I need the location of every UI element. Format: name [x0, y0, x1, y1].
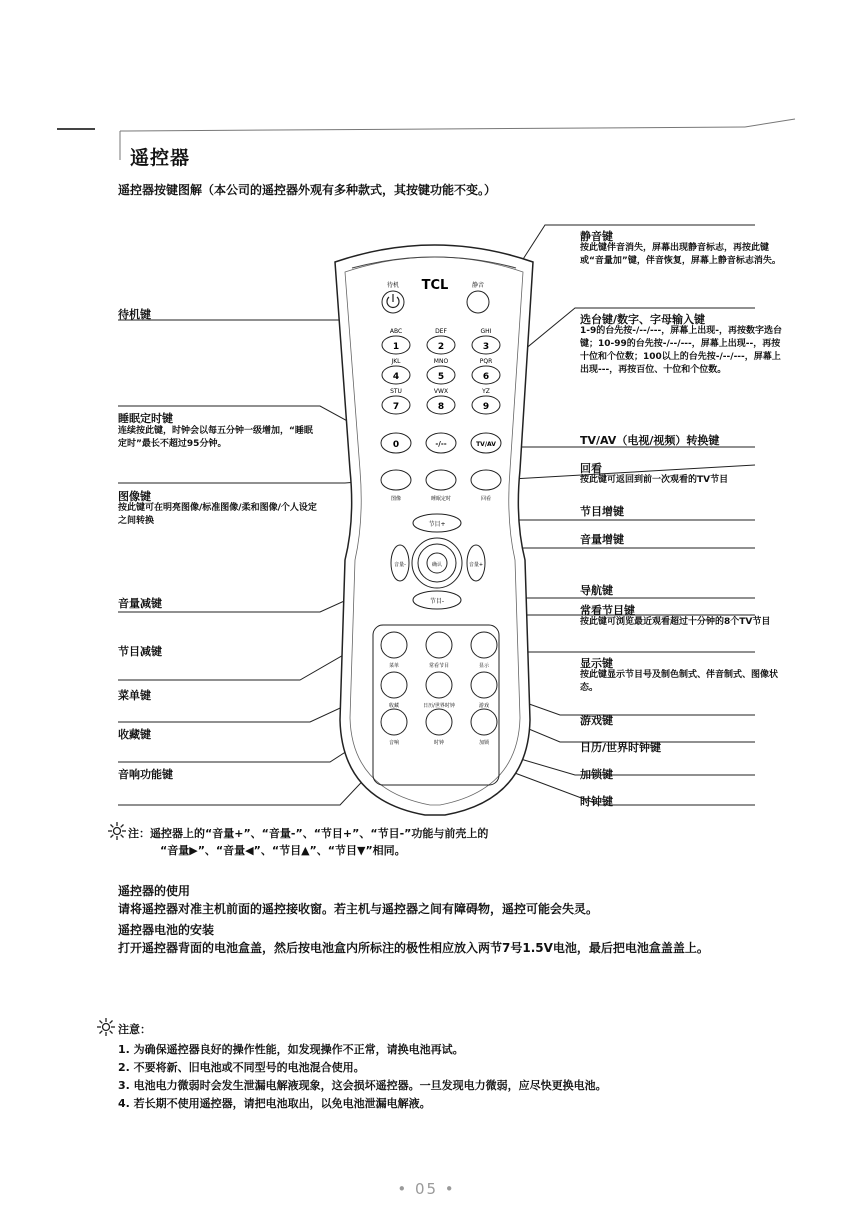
picture-key — [381, 470, 411, 490]
function-key — [381, 632, 407, 658]
label-game: 游戏键 — [580, 714, 613, 727]
label-prog-up: 节目增键 — [580, 505, 624, 518]
zero-text: 0 — [392, 440, 400, 450]
usage-heading: 遥控器的使用 — [118, 884, 191, 898]
key-letters: DEF — [435, 328, 447, 335]
battery-heading: 遥控器电池的安装 — [118, 923, 215, 937]
caution-item: 1. 为确保遥控器良好的操作性能，如发现操作不正常，请换电池再试。 — [118, 1043, 464, 1056]
key-digit: 2 — [437, 342, 445, 352]
label-display-desc: 按此键显示节目号及制色制式、伴音制式、图像状态。 — [580, 670, 779, 693]
label-display-title: 显示键 — [580, 657, 613, 670]
label-sound: 音响功能键 — [118, 768, 173, 781]
key-letters: GHI — [480, 328, 492, 335]
ok-text: 确认 — [431, 562, 443, 568]
label-calendar: 日历/世界时钟键 — [580, 741, 662, 754]
picture-key-label: 图像 — [390, 496, 402, 502]
function-key — [471, 672, 497, 698]
label-power: 待机键 — [118, 308, 151, 321]
page-number: • 05 • — [397, 1180, 456, 1198]
usage-body: 请将遥控器对准主机前面的遥控接收窗。若主机与遥控器之间有障碍物，遥控可能会失灵。 — [118, 902, 599, 916]
prog-up-text: 节目+ — [428, 521, 446, 528]
prog-down-text: 节目- — [429, 598, 445, 605]
note1-line2: “音量▶”、“音量◀”、“节目▲”、“节目▼”相同。 — [160, 844, 406, 857]
key-letters: ABC — [389, 328, 403, 335]
caution-heading: 注意： — [118, 1023, 151, 1036]
function-key-label: 常看节目 — [428, 663, 450, 669]
key-letters: JKL — [391, 358, 401, 365]
mute-button — [467, 291, 489, 313]
key-digit: 3 — [482, 342, 490, 352]
number-keys — [382, 328, 500, 414]
key-digit: 1 — [392, 342, 400, 352]
brand-logo: TCL — [421, 278, 449, 293]
function-key-label: 菜单 — [388, 663, 400, 669]
mute-text: 静音 — [471, 282, 485, 289]
battery-body: 打开遥控器背面的电池盒盖，然后按电池盒内所标注的极性相应放入两节7号1.5V电池，最后把电池盒盖盖上。 — [118, 941, 709, 955]
power-text: 待机 — [386, 282, 400, 289]
label-picture-desc: 按此键可在明亮图像/标准图像/柔和图像/个人设定之间转换 — [118, 503, 317, 526]
function-key — [381, 709, 407, 735]
key-digit: 5 — [437, 372, 445, 382]
key-letters: VWX — [433, 388, 449, 395]
label-sleep-title: 睡眠定时键 — [118, 412, 173, 425]
vol-up-text: 音量+ — [468, 562, 484, 568]
function-key-label: 显示 — [478, 663, 490, 669]
function-key-label: 音响 — [388, 740, 400, 746]
label-fav: 收藏键 — [118, 728, 151, 741]
function-key-label: 日历/世界时钟 — [423, 703, 455, 709]
label-recall-desc: 按此键可返回到前一次观看的TV节目 — [580, 475, 729, 485]
sun-icon — [97, 1018, 115, 1036]
key-letters: MNO — [433, 358, 449, 365]
caution-item: 4. 若长期不使用遥控器，请把电池取出，以免电池泄漏电解液。 — [118, 1097, 431, 1110]
function-key — [426, 709, 452, 735]
label-clock: 时钟键 — [580, 795, 613, 808]
label-recall-title: 回看 — [580, 462, 602, 475]
key-digit: 9 — [482, 402, 490, 412]
caution-item: 3. 电池电力微弱时会发生泄漏电解液现象，这会损坏遥控器。一旦发现电力微弱，应尽快更换电池。 — [118, 1079, 607, 1092]
label-mute-desc: 按此键伴音消失，屏幕出现静音标志，再按此键或“音量加”键，伴音恢复，屏幕上静音标志消失。 — [580, 243, 781, 266]
key-digit: 8 — [437, 402, 445, 412]
key-letters: PQR — [479, 358, 493, 365]
function-key-label: 加锁 — [478, 740, 490, 746]
label-vol-up: 音量增键 — [580, 533, 624, 546]
function-key — [471, 632, 497, 658]
label-picture-title: 图像键 — [118, 490, 151, 503]
label-nav: 导航键 — [580, 584, 613, 597]
key-digit: 7 — [392, 402, 400, 412]
label-mute-title: 静音键 — [580, 230, 613, 243]
label-channel-desc: 1-9的台先按-/--/---，屏幕上出现-，再按数字选台键；10-99的台先按-/--/---，屏幕上出现--，再按十位和个位数；100以上的台先按-/--/---，屏幕上出现---，再按百位、十位和个位数。 — [580, 326, 782, 375]
function-key — [471, 709, 497, 735]
label-sleep-desc: 连续按此键，时钟会以每五分钟一级增加，“睡眠定时”最长不超过95分钟。 — [118, 426, 313, 449]
subtitle: 遥控器按键图解（本公司的遥控器外观有多种款式，其按键功能不变。） — [118, 183, 497, 197]
recall-key-label: 回看 — [480, 496, 492, 502]
function-key — [426, 672, 452, 698]
label-prog-down: 节目减键 — [118, 645, 162, 658]
function-key-label: 时钟 — [433, 740, 445, 746]
vol-down-text: 音量- — [394, 562, 406, 568]
key-letters: YZ — [482, 388, 490, 395]
label-vol-down: 音量减键 — [118, 597, 162, 610]
label-lock: 加锁键 — [580, 768, 613, 781]
caution-item: 2. 不要将新、旧电池或不同型号的电池混合使用。 — [118, 1061, 365, 1074]
label-fav-prog-title: 常看节目键 — [580, 604, 635, 617]
function-key-label: 游戏 — [478, 703, 490, 709]
dash-text: -/-- — [435, 440, 447, 448]
label-menu: 菜单键 — [118, 689, 151, 702]
sleep-key-label: 睡眠定时 — [430, 496, 452, 502]
key-letters: STU — [390, 388, 402, 395]
label-fav-prog-desc: 按此键可浏览最近观看超过十分钟的8个TV节目 — [580, 617, 771, 627]
sleep-key — [426, 470, 456, 490]
page-title: 遥控器 — [130, 147, 191, 169]
key-digit: 6 — [482, 372, 490, 382]
tvav-text: TV/AV — [476, 441, 496, 448]
label-tvav: TV/AV（电视/视频）转换键 — [580, 434, 720, 447]
function-key — [426, 632, 452, 658]
label-channel-title: 选台键/数字、字母输入键 — [580, 313, 706, 326]
bottom-keys — [381, 632, 497, 746]
sun-icon — [108, 822, 126, 840]
note1-line1: 注：遥控器上的“音量+”、“音量-”、“节目+”、“节目-”功能与前壳上的 — [128, 827, 489, 840]
key-digit: 4 — [392, 372, 400, 382]
function-key-label: 收藏 — [388, 703, 400, 709]
recall-key — [471, 470, 501, 490]
function-key — [381, 672, 407, 698]
